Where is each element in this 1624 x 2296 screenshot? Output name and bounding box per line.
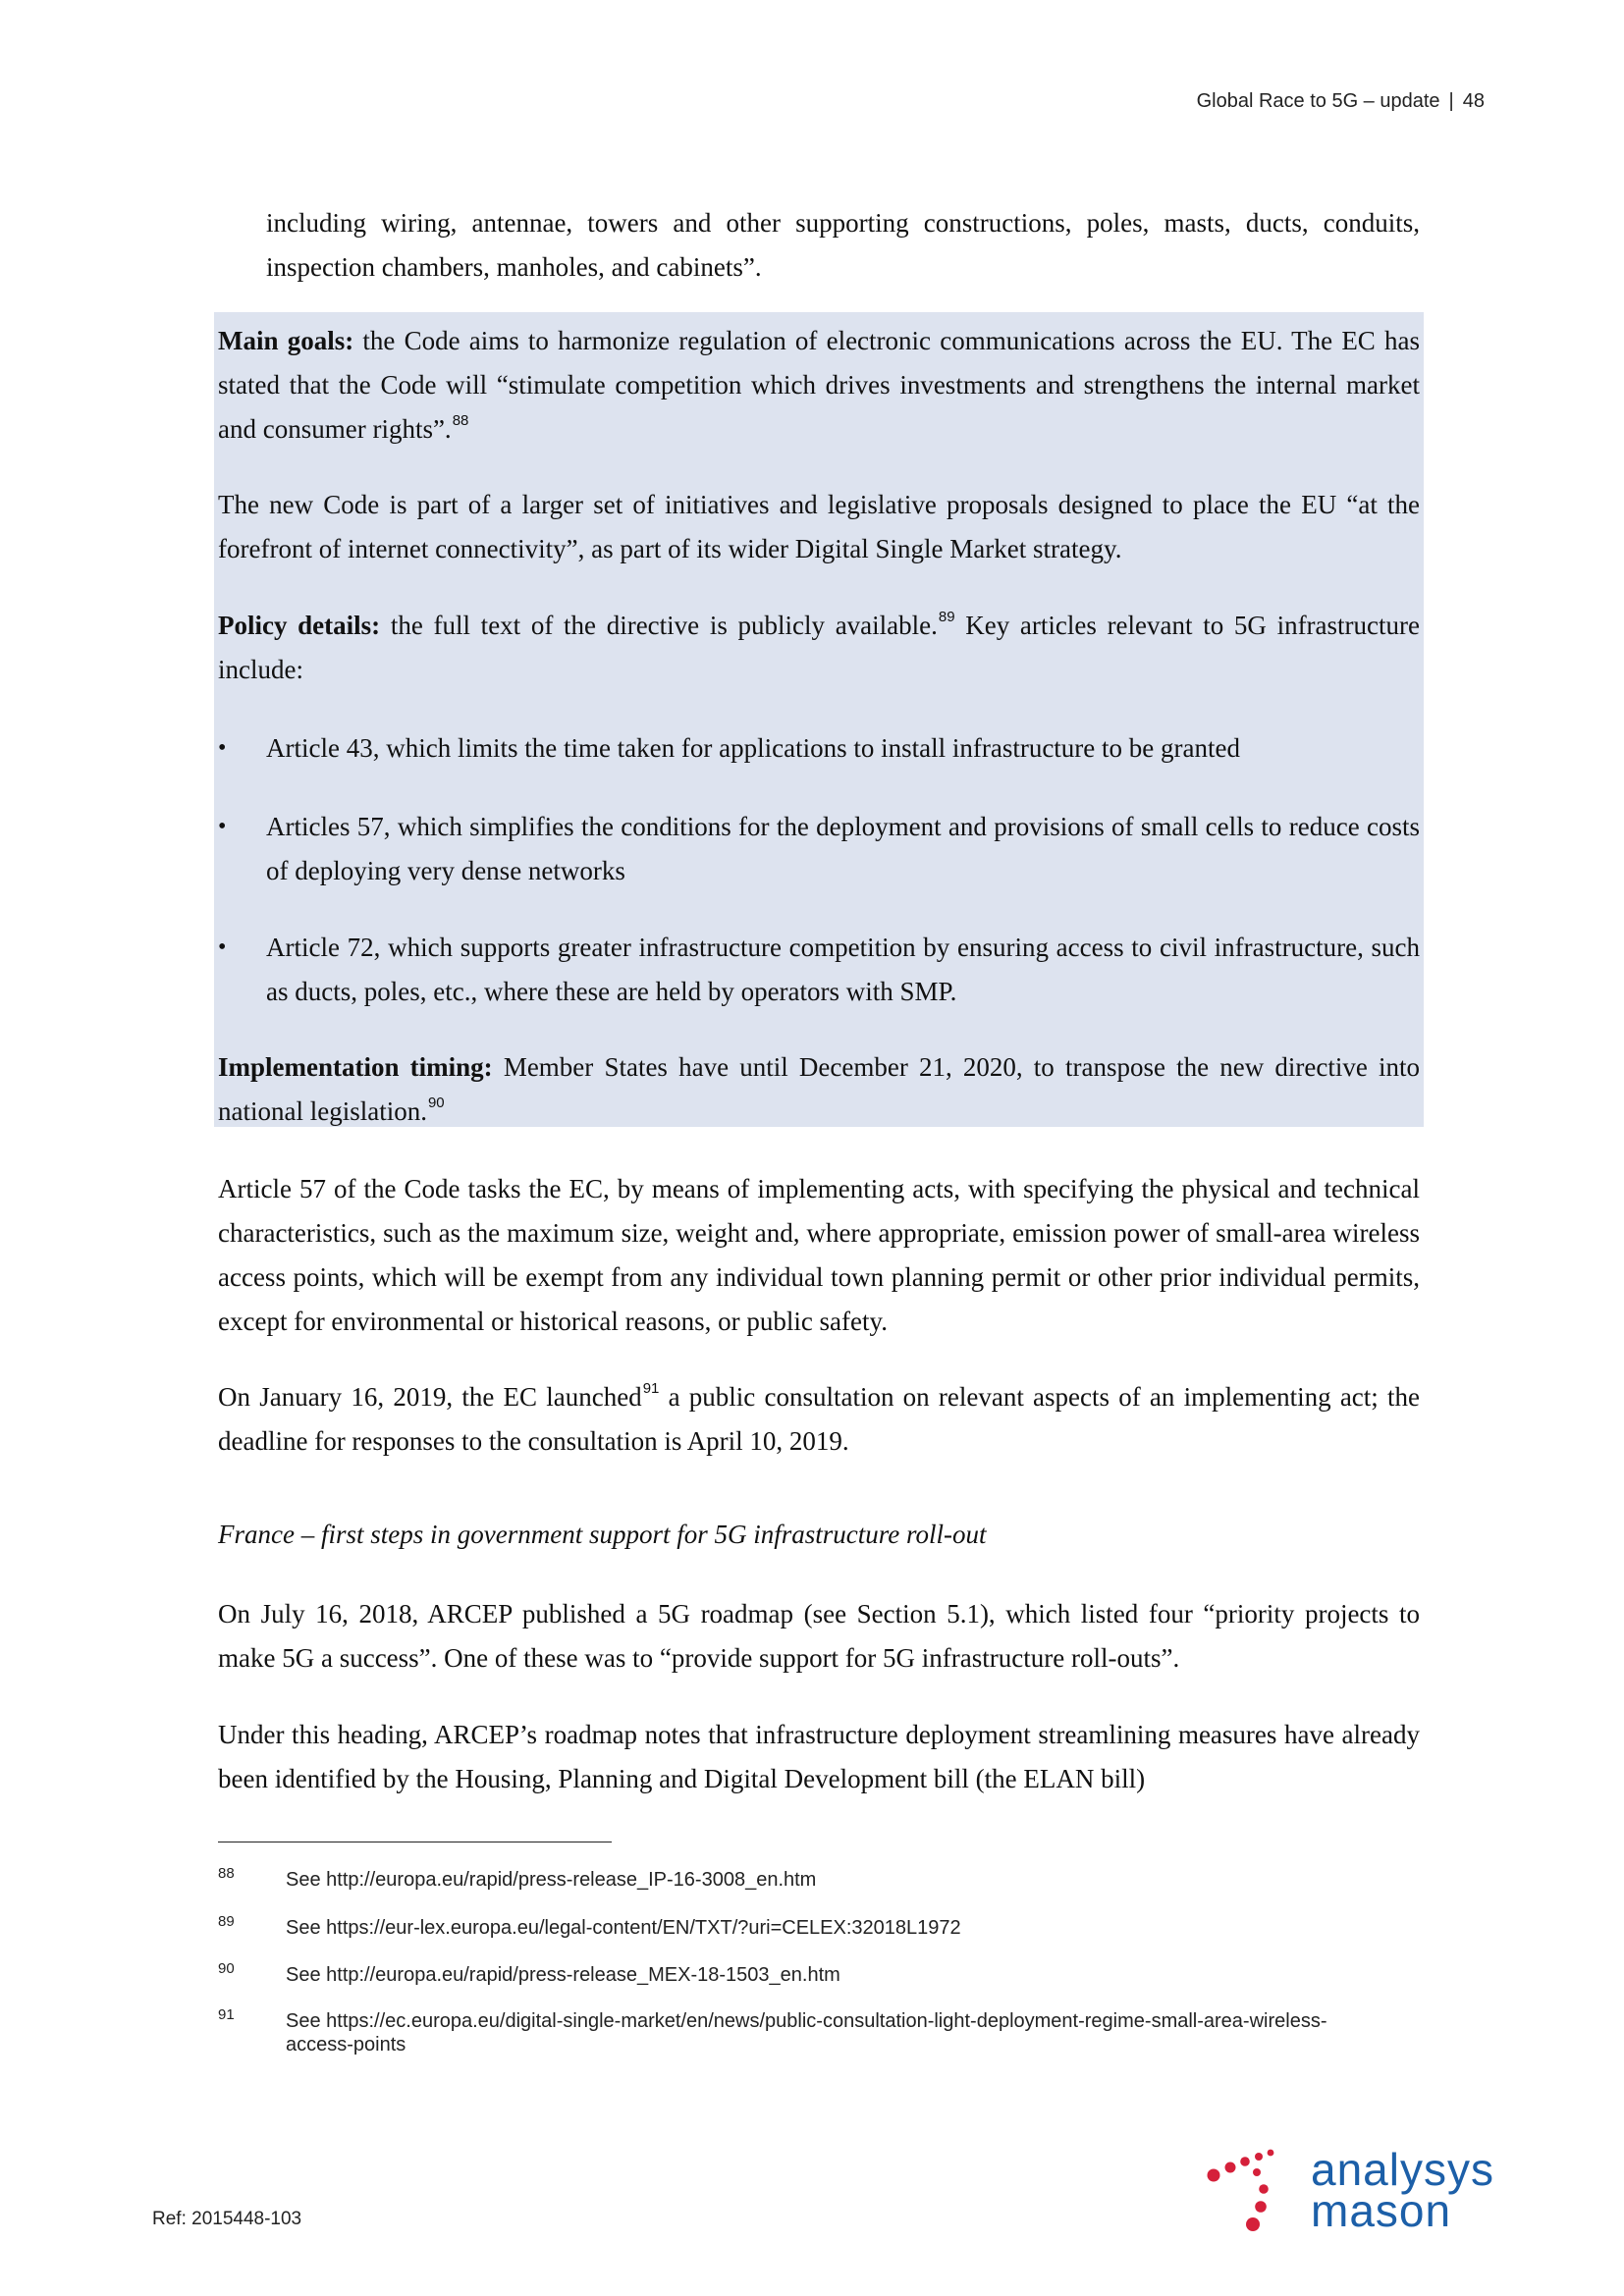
elan-bill-paragraph: Under this heading, ARCEP’s roadmap notes that infrastructure deployment streamlining measures have already been identified by the Housing, Planning and Digital Development bill (the ELAN bill) (218, 1720, 1420, 1793)
page-number: 48 (1462, 90, 1485, 112)
footnote-ref-88: 88 (452, 412, 469, 429)
main-goals-label: Main goals: (218, 326, 354, 355)
article-57-paragraph: Article 57 of the Code tasks the EC, by means of implementing acts, with specifying the physical and technical characteristics, such as the maximum size, weight and, where appropriate, emission power of small-area wireless access points, which will be exempt from any individual town planning permit or other prior individual permits, except for environmental or historical reasons, or public safety. (218, 1174, 1420, 1336)
bullet-article-43: Article 43, which limits the time taken for applications to install infrastructure to be granted (266, 733, 1240, 763)
running-header (1197, 90, 1485, 113)
continued-paragraph: including wiring, antennae, towers and other supporting constructions, poles, masts, ducts, conduits, inspection chambers, manholes, and cabinets”. (266, 208, 1420, 282)
logo-word-mason: mason (1311, 2185, 1452, 2236)
implementation-timing-label: Implementation timing: (218, 1052, 493, 1082)
footnote-ref-89: 89 (938, 609, 955, 625)
header-title: Global Race to 5G – update (1196, 90, 1440, 112)
bullet-symbol: • (218, 934, 227, 960)
implementation-timing-paragraph (218, 1045, 1420, 1134)
policy-text-a: the full text of the directive is publicly available. (380, 611, 938, 640)
footnote-number: 91 (218, 2006, 235, 2023)
policy-text-b: Key articles relevant to 5G infrastructure include: (218, 611, 1420, 684)
new-code-paragraph: The new Code is part of a larger set of initiatives and legislative proposals designed to place the EU “at the forefront of internet connectivity”, as part of its wider Digital Single Market strategy. (218, 490, 1420, 563)
consultation-paragraph (218, 1375, 1420, 1464)
analysys-mason-logo-text (1311, 2144, 1494, 2236)
footnote-ref-91: 91 (642, 1380, 660, 1397)
main-goals-text: the Code aims to harmonize regulation of electronic communications across the EU. The EC has stated that the Code will “stimulate competition which drives investments and strengthens the internal market and consumer rights”. (218, 326, 1420, 444)
document-reference: Ref: 2015448-103 (152, 2209, 302, 2229)
footnote-text: See http://europa.eu/rapid/press-release_MEX-18-1503_en.htm (286, 1964, 840, 1986)
france-section-heading: France – first steps in government support for 5G infrastructure roll-out (218, 1520, 987, 1549)
logo-word-analysys: analysys (1311, 2144, 1494, 2195)
footnote-text: See http://europa.eu/rapid/press-release_IP-16-3008_en.htm (286, 1869, 817, 1891)
main-goals-paragraph (218, 319, 1420, 452)
bullet-article-57: Articles 57, which simplifies the conditions for the deployment and provisions of small cells to reduce costs of deploying very dense networks (266, 812, 1420, 885)
bullet-symbol: • (218, 735, 227, 761)
arcep-paragraph: On July 16, 2018, ARCEP published a 5G roadmap (see Section 5.1), which listed four “priority projects to make 5G a success”. One of these was to “provide support for 5G infrastructure roll-outs”. (218, 1599, 1420, 1673)
footnote-text: See https://ec.europa.eu/digital-single-market/en/news/public-consultation-light-deployment-regime-small-area-wireless-access-points (286, 2010, 1327, 2056)
consultation-text-b: a public consultation on relevant aspects of an implementing act; the deadline for responses to the consultation is April 10, 2019. (218, 1382, 1420, 1456)
policy-details-paragraph (218, 604, 1420, 692)
header-separator: | (1448, 90, 1454, 112)
footnote-text: See https://eur-lex.europa.eu/legal-content/EN/TXT/?uri=CELEX:32018L1972 (286, 1917, 961, 1939)
bullet-symbol: • (218, 814, 227, 839)
consultation-text-a: On January 16, 2019, the EC launched (218, 1382, 642, 1412)
bullet-article-72: Article 72, which supports greater infrastructure competition by ensuring access to civil infrastructure, such as ducts, poles, etc., where these are held by operators with SMP. (266, 933, 1420, 1006)
implementation-timing-text: Member States have until December 21, 2020, to transpose the new directive into national legislation. (218, 1052, 1421, 1126)
footnote-number: 90 (218, 1960, 235, 1977)
footnote-number: 89 (218, 1913, 235, 1930)
footnote-number: 88 (218, 1865, 235, 1882)
policy-details-label: Policy details: (218, 611, 381, 640)
footnote-ref-90: 90 (427, 1095, 445, 1111)
